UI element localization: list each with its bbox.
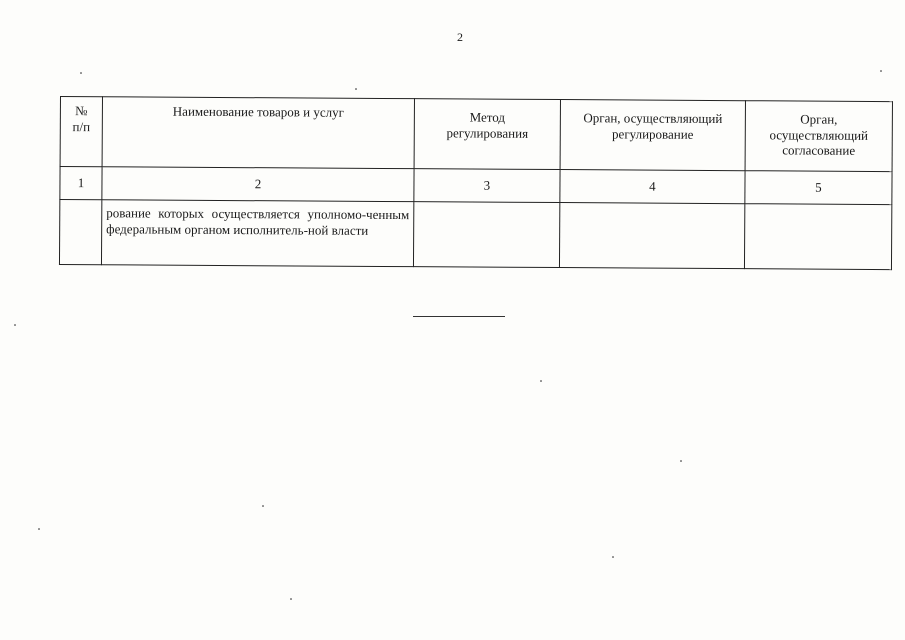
header-method: Метод регулирования bbox=[414, 99, 560, 170]
column-number: 4 bbox=[560, 170, 745, 204]
scan-speck bbox=[880, 70, 882, 72]
row-organ-cell bbox=[559, 203, 744, 269]
scan-speck bbox=[80, 72, 82, 74]
scan-speck bbox=[680, 460, 682, 462]
closing-rule-line bbox=[413, 316, 505, 317]
column-number: 1 bbox=[60, 167, 102, 200]
header-approving-organ: Орган, осуществляющий согласование bbox=[745, 101, 892, 172]
scan-speck bbox=[14, 324, 16, 326]
table-header-row bbox=[60, 97, 892, 172]
row-goods-description: рование которых осуществляется уполномо-ченным федеральным органом исполнитель-ной власти bbox=[101, 200, 413, 267]
regulation-table bbox=[59, 96, 893, 270]
column-number-row bbox=[60, 167, 892, 205]
page-number: 2 bbox=[457, 30, 463, 44]
scan-speck bbox=[612, 556, 614, 558]
scan-speck bbox=[355, 88, 357, 90]
row-approval-cell bbox=[744, 204, 891, 270]
header-regulating-organ: Орган, осуществляющий регулирование bbox=[560, 100, 745, 171]
column-number: 2 bbox=[102, 167, 414, 202]
column-number: 5 bbox=[745, 171, 892, 205]
table-row bbox=[59, 200, 891, 270]
scan-speck bbox=[540, 380, 542, 382]
column-number: 3 bbox=[414, 169, 560, 203]
row-method-cell bbox=[413, 202, 559, 268]
header-number: № п/п bbox=[60, 97, 102, 167]
scan-speck bbox=[262, 505, 264, 507]
header-goods-services: Наименование товаров и услуг bbox=[102, 97, 414, 169]
scan-speck bbox=[38, 528, 40, 530]
row-number-cell bbox=[59, 200, 101, 265]
scan-speck bbox=[290, 598, 292, 600]
